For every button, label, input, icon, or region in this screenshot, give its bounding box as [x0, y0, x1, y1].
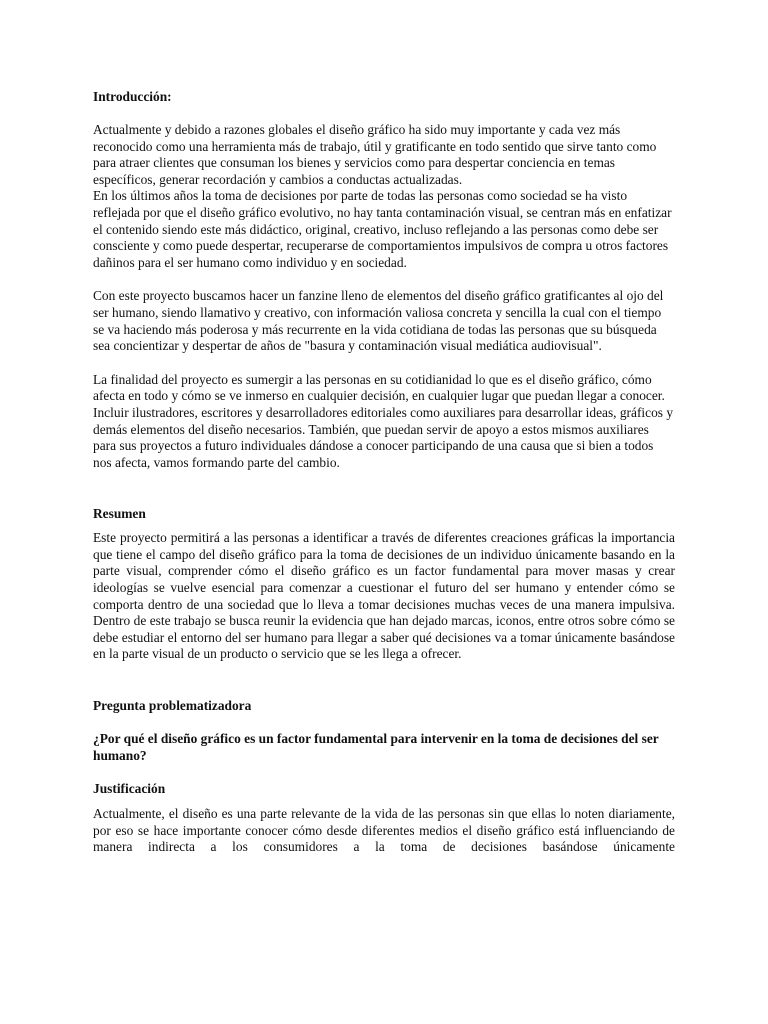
pregunta-question: ¿Por qué el diseño gráfico es un factor fundamental para intervenir en la toma de decisiones del ser humano?	[93, 731, 659, 764]
justificacion-paragraph: Actualmente, el diseño es una parte relevante de la vida de las personas sin que ellas lo noten diariamente, por eso se hace importante conocer cómo desde diferentes medios el diseño gráfico está influenciando de manera indirecta a los consumidores a la toma de decisiones basándose únicamente	[93, 806, 675, 855]
intro-paragraph-2: En los últimos años la toma de decisiones por parte de todas las personas como sociedad se ha visto reflejada por que el diseño gráfico evolutivo, no hay tanta contaminación visual, se centran más en enfatizar el contenido siendo este más didáctico, original, creativo, incluso reflejando a las personas como debe ser consciente y como puede despertar, recuperarse de comportamientos impulsivos de compra u otros factores dañinos para el ser humano como individuo y en sociedad.	[93, 188, 672, 270]
resumen-paragraph: Este proyecto permitirá a las personas a identificar a través de diferentes creaciones gráficas la importancia que tiene el campo del diseño gráfico para la toma de decisiones de un individuo únicamente basando en la parte visual, comprender cómo el diseño gráfico es un factor fundamental para mover masas y crear ideologías se vuelve esencial para comenzar a cuestionar el futuro del ser humano y entender cómo se comporta dentro de una sociedad que lo lleva a tomar decisiones muchas veces de una manera impulsiva. Dentro de este trabajo se busca reunir la evidencia que han dejado marcas, iconos, entre otros sobre cómo se debe estudiar el entorno del ser humano para llegar a saber qué decisiones va a tomar únicamente basándose en la parte visual de un producto o servicio que se les llega a ofrecer.	[93, 530, 675, 662]
intro-heading: Introducción:	[93, 89, 172, 104]
intro-paragraph-4: La finalidad del proyecto es sumergir a las personas en su cotidianidad lo que es el diseño gráfico, cómo afecta en todo y cómo se ve inmerso en cualquier decisión, en cualquier lugar que puedan llegar a conocer. Incluir ilustradores, escritores y desarrolladores editoriales como auxiliares para desarrollar ideas, gráficos y demás elementos del diseño necesarios. También, que puedan servir de apoyo a estos mismos auxiliares para sus proyectos a futuro individuales dándose a conocer participando de una causa que si bien a todos nos afecta, vamos formando parte del cambio.	[93, 371, 674, 470]
document-page	[93, 88, 675, 856]
intro-paragraph-3: Con este proyecto buscamos hacer un fanzine lleno de elementos del diseño gráfico gratificantes al ojo del ser humano, siendo llamativo y creativo, con información valiosa concreta y sencilla la cual con el tiempo se va haciendo más poderosa y más recurrente en la vida cotidiana de todas las personas que su búsqueda sea concientizar y despertar de años de "basura y contaminación visual mediática audiovisual".	[93, 288, 664, 354]
resumen-heading: Resumen	[93, 506, 146, 522]
pregunta-heading: Pregunta problematizadora	[93, 698, 252, 714]
justificacion-heading: Justificación	[93, 781, 166, 797]
intro-paragraph-1: Actualmente y debido a razones globales el diseño gráfico ha sido muy importante y cada vez más reconocido como una herramienta más de trabajo, útil y gratificante en todo sentido que sirve tanto como para atraer clientes que consuman los bienes y servicios como para despertar conciencia en temas específicos, generar recordación y cambios a conductas actualizadas.	[93, 122, 657, 187]
